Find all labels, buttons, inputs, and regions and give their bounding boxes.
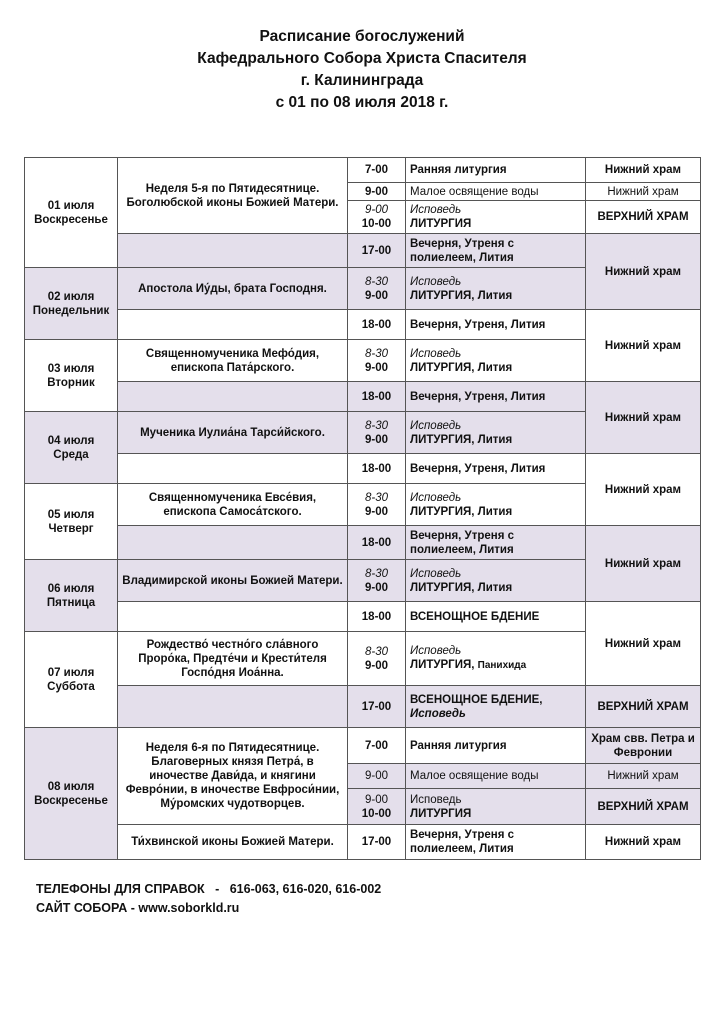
day-cell xyxy=(25,268,118,340)
time-cell: 18-00 xyxy=(348,526,406,560)
location-cell: Нижний храм xyxy=(586,310,701,382)
service-liturgy: ЛИТУРГИЯ, Лития xyxy=(410,505,513,518)
service-confession: Исповедь xyxy=(410,204,462,216)
service-liturgy: ЛИТУРГИЯ, Лития xyxy=(410,289,513,302)
time-cell xyxy=(348,340,406,382)
title-line-3: г. Калининграда xyxy=(300,72,424,89)
service-line: Вечерня, Утреня с xyxy=(410,237,515,250)
time-cell: 7-00 xyxy=(348,728,406,764)
feast-cell-empty xyxy=(118,526,348,560)
feast-cell-empty xyxy=(118,310,348,340)
service-line: полиелеем, Лития xyxy=(410,843,514,855)
schedule-table xyxy=(24,157,701,860)
page-title xyxy=(0,26,724,114)
service-cell xyxy=(406,484,586,526)
service-cell: Вечерня, Утреня, Лития xyxy=(406,382,586,412)
table-row xyxy=(25,526,701,560)
time-cell: 17-00 xyxy=(348,686,406,728)
location-cell: Нижний храм xyxy=(586,526,701,602)
title-line-2: Кафедрального Собора Христа Спасителя xyxy=(197,50,527,67)
time-cell xyxy=(348,201,406,234)
location-cell: ВЕРХНИЙ ХРАМ xyxy=(586,201,701,234)
time-liturgy: 10-00 xyxy=(361,218,392,230)
service-confession: Исповедь xyxy=(410,275,462,288)
time-cell: 18-00 xyxy=(348,310,406,340)
day-weekday: Воскресенье xyxy=(34,213,108,226)
feast-cell: Неделя 5-я по Пятидесятнице. Боголюбской иконы Божией Матери. xyxy=(118,158,348,234)
time-confession: 8-30 xyxy=(364,419,389,432)
day-cell xyxy=(25,158,118,268)
service-liturgy: ЛИТУРГИЯ xyxy=(410,218,472,230)
service-cell: ВСЕНОЩНОЕ БДЕНИЕ xyxy=(406,602,586,632)
feast-cell-empty xyxy=(118,454,348,484)
service-cell xyxy=(406,412,586,454)
service-cell: Ранняя литургия xyxy=(406,158,586,183)
service-cell: Вечерня, Утреня, Лития xyxy=(406,310,586,340)
feast-cell: Неделя 6-я по Пятидесятнице. Благоверных князя Петра́, в иночестве Дави́да, и княгини Февро́нии, в иночестве Евфроси́нии, Му́ромских чудотворцев. xyxy=(118,728,348,825)
time-confession: 8-30 xyxy=(364,567,389,580)
service-cell xyxy=(406,340,586,382)
feast-cell: Ти́хвинской иконы Божией Матери. xyxy=(118,825,348,860)
day-weekday: Понедельник xyxy=(32,304,110,317)
service-confession: Исповедь xyxy=(410,419,462,432)
title-line-1: Расписание богослужений xyxy=(259,28,465,45)
service-liturgy: ЛИТУРГИЯ, Лития xyxy=(410,581,513,594)
day-cell xyxy=(25,340,118,412)
location-cell: Нижний храм xyxy=(586,454,701,526)
service-confession: Исповедь xyxy=(410,491,462,504)
time-confession: 9-00 xyxy=(364,204,389,216)
service-cell xyxy=(406,234,586,268)
feast-cell-empty xyxy=(118,602,348,632)
day-weekday: Суббота xyxy=(47,680,95,693)
day-weekday: Пятница xyxy=(46,596,96,609)
service-line: Вечерня, Утреня с xyxy=(410,529,515,542)
day-date: 04 июля xyxy=(47,434,95,447)
time-cell: 17-00 xyxy=(348,825,406,860)
day-cell xyxy=(25,484,118,560)
service-cell: Малое освящение воды xyxy=(406,183,586,201)
service-panikhida: Панихида xyxy=(477,660,527,671)
day-weekday: Четверг xyxy=(48,522,94,535)
day-date: 05 июля xyxy=(47,508,95,521)
feast-cell-empty xyxy=(118,382,348,412)
service-liturgy: ЛИТУРГИЯ, Лития xyxy=(410,433,513,446)
service-cell: Вечерня, Утреня, Лития xyxy=(406,454,586,484)
time-liturgy: 10-00 xyxy=(361,807,392,820)
phones-line xyxy=(36,880,381,899)
location-cell: Нижний храм xyxy=(586,825,701,860)
service-cell xyxy=(406,560,586,602)
day-weekday: Среда xyxy=(53,448,89,461)
location-cell: Храм свв. Петра и Февронии xyxy=(586,728,701,764)
service-liturgy xyxy=(410,658,581,673)
table-row xyxy=(25,728,701,764)
feast-cell: Мученика Иулиа́на Тарси́йского. xyxy=(118,412,348,454)
feast-cell-empty xyxy=(118,686,348,728)
time-confession: 8-30 xyxy=(364,491,389,504)
location-cell: Нижний храм xyxy=(586,764,701,789)
location-cell: Нижний храм xyxy=(586,382,701,454)
service-cell xyxy=(406,526,586,560)
time-cell xyxy=(348,412,406,454)
time-cell xyxy=(348,268,406,310)
time-liturgy: 9-00 xyxy=(364,433,389,446)
service-cell: Малое освящение воды xyxy=(406,764,586,789)
site-line xyxy=(36,899,381,918)
day-cell xyxy=(25,560,118,632)
day-date: 07 июля xyxy=(47,666,95,679)
service-line: ВСЕНОЩНОЕ БДЕНИЕ, xyxy=(410,693,543,706)
service-confession: Исповедь xyxy=(410,645,462,657)
phones-label: ТЕЛЕФОНЫ ДЛЯ СПРАВОК xyxy=(36,882,205,896)
feast-cell: Рождество́ честно́го сла́вного Проро́ка, Предте́чи и Крести́теля Госпо́дня Иоа́нна. xyxy=(118,632,348,686)
location-cell: Нижний храм xyxy=(586,158,701,183)
service-line: Исповедь xyxy=(410,707,466,720)
location-cell: Нижний храм xyxy=(586,183,701,201)
time-cell: 7-00 xyxy=(348,158,406,183)
time-confession: 8-30 xyxy=(364,347,389,360)
site-label: САЙТ СОБОРА - xyxy=(36,901,135,915)
day-weekday: Вторник xyxy=(47,376,95,389)
title-line-4: с 01 по 08 июля 2018 г. xyxy=(275,94,449,111)
day-cell xyxy=(25,632,118,728)
service-line: полиелеем, Лития xyxy=(410,251,514,264)
table-row xyxy=(25,454,701,484)
phones-separator: - xyxy=(215,882,220,896)
day-cell xyxy=(25,728,118,860)
feast-cell: Владимирской иконы Божией Матери. xyxy=(118,560,348,602)
time-confession: 8-30 xyxy=(364,645,389,658)
time-confession: 9-00 xyxy=(364,793,389,806)
table-row xyxy=(25,234,701,268)
service-cell xyxy=(406,825,586,860)
service-cell xyxy=(406,632,586,686)
day-date: 06 июля xyxy=(47,582,95,595)
time-cell: 18-00 xyxy=(348,382,406,412)
day-weekday: Воскресенье xyxy=(34,794,108,807)
service-cell xyxy=(406,686,586,728)
feast-cell: Священномученика Евсе́вия, епископа Самоса́тского. xyxy=(118,484,348,526)
table-row xyxy=(25,310,701,340)
service-cell xyxy=(406,201,586,234)
service-cell: Ранняя литургия xyxy=(406,728,586,764)
day-date: 01 июля xyxy=(47,199,95,212)
service-liturgy: ЛИТУРГИЯ xyxy=(410,807,472,820)
location-cell: ВЕРХНИЙ ХРАМ xyxy=(586,789,701,825)
feast-cell: Апостола Иу́ды, брата Господня. xyxy=(118,268,348,310)
service-confession: Исповедь xyxy=(410,567,462,580)
time-cell: 17-00 xyxy=(348,234,406,268)
time-liturgy: 9-00 xyxy=(364,659,389,672)
feast-cell-empty xyxy=(118,234,348,268)
time-confession: 8-30 xyxy=(364,275,389,288)
time-cell xyxy=(348,632,406,686)
time-cell xyxy=(348,789,406,825)
day-date: 02 июля xyxy=(47,290,95,303)
table-row xyxy=(25,158,701,183)
table-row xyxy=(25,382,701,412)
location-cell: Нижний храм xyxy=(586,602,701,686)
phones-value: 616-063, 616-020, 616-002 xyxy=(229,882,382,896)
location-cell: ВЕРХНИЙ ХРАМ xyxy=(586,686,701,728)
table-row xyxy=(25,825,701,860)
site-link[interactable]: www.soborkld.ru xyxy=(138,901,240,915)
service-cell xyxy=(406,268,586,310)
time-liturgy: 9-00 xyxy=(364,289,389,302)
table-row xyxy=(25,602,701,632)
time-cell: 9-00 xyxy=(348,764,406,789)
service-liturgy: ЛИТУРГИЯ, Лития xyxy=(410,361,513,374)
time-cell: 18-00 xyxy=(348,454,406,484)
day-cell xyxy=(25,412,118,484)
location-cell: Нижний храм xyxy=(586,234,701,310)
footer xyxy=(36,880,381,918)
day-date: 03 июля xyxy=(47,362,95,375)
time-liturgy: 9-00 xyxy=(364,361,389,374)
time-liturgy: 9-00 xyxy=(364,505,389,518)
service-liturgy-label: ЛИТУРГИЯ, xyxy=(410,659,475,671)
service-confession: Исповедь xyxy=(410,347,462,360)
time-cell xyxy=(348,484,406,526)
service-line: Вечерня, Утреня с xyxy=(410,829,515,841)
time-cell: 18-00 xyxy=(348,602,406,632)
time-liturgy: 9-00 xyxy=(364,581,389,594)
feast-cell: Священномученика Мефо́дия, епископа Пата́рского. xyxy=(118,340,348,382)
service-confession: Исповедь xyxy=(410,793,462,806)
time-cell: 9-00 xyxy=(348,183,406,201)
table-row xyxy=(25,686,701,728)
service-line: полиелеем, Лития xyxy=(410,543,514,556)
day-date: 08 июля xyxy=(47,780,95,793)
time-cell xyxy=(348,560,406,602)
service-cell xyxy=(406,789,586,825)
